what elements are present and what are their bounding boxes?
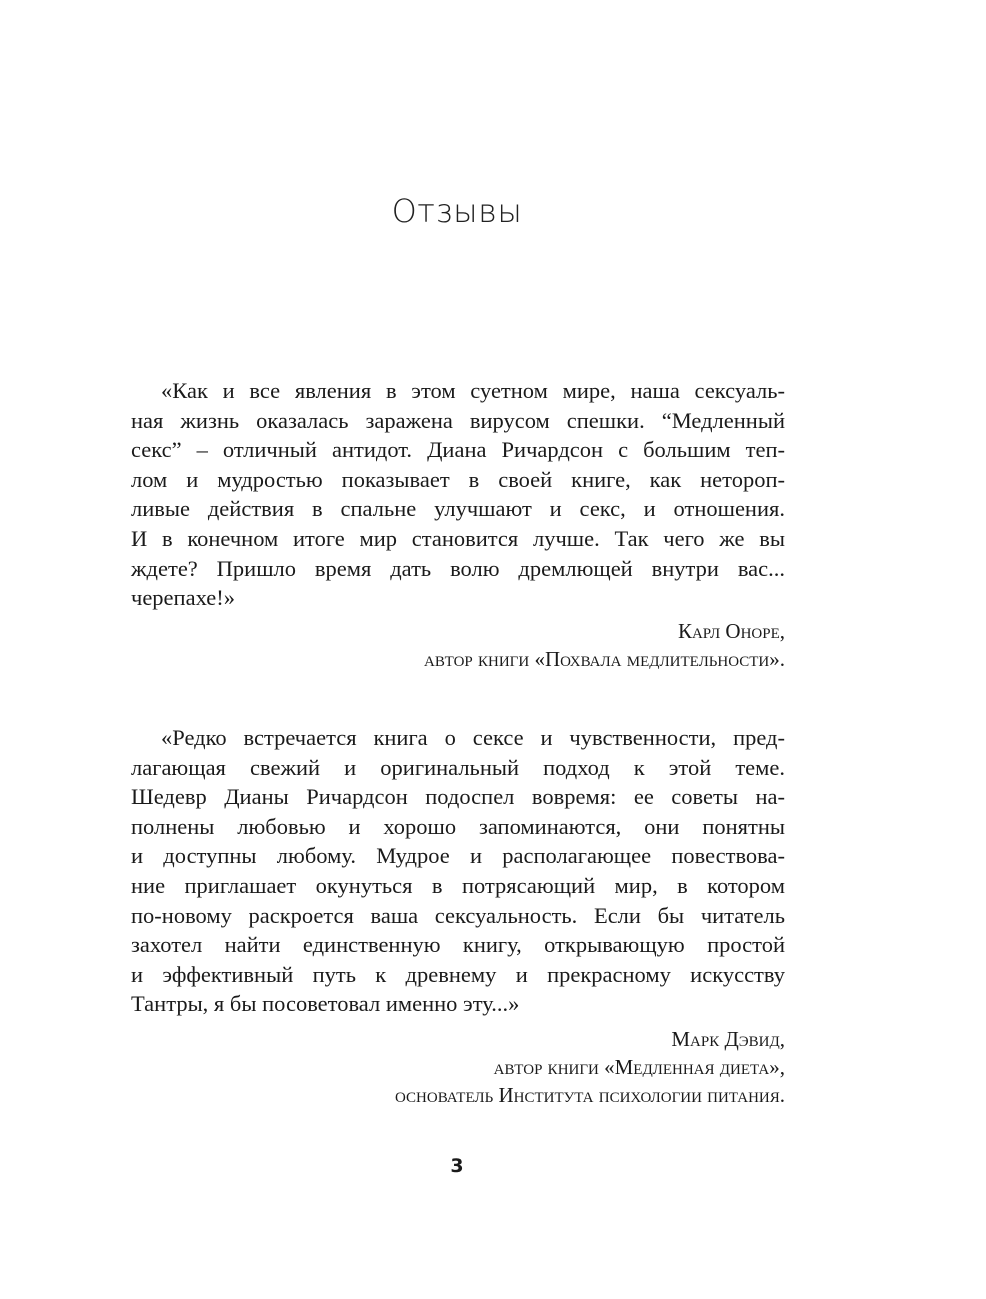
quote-line: И в конечном итоге мир становится лучше. Так чего же вы xyxy=(131,525,785,551)
quote-line: ние приглашает окунуться в потрясающий мир, в котором xyxy=(131,872,785,898)
quote-line: лагающая свежий и оригинальный подход к этой теме. xyxy=(131,754,785,780)
quote-line: и доступны любому. Мудрое и располагающее повествова- xyxy=(131,843,785,869)
quote-line: Тантры, я бы посоветовал именно эту...» xyxy=(131,991,520,1017)
author-name: Карл Оноре, xyxy=(677,618,785,643)
quote-line: секс” – отличный антидот. Диана Ричардсон с большим теп- xyxy=(131,437,785,463)
review-1 xyxy=(131,376,785,673)
author-credit: автор книги «Медленная диета», xyxy=(493,1054,785,1079)
quote-line: и эффективный путь к древнему и прекрасному искусству xyxy=(131,961,785,987)
quote-line: полнены любовью и хорошо запоминаются, они понятны xyxy=(131,813,785,839)
quote-line: по-новому раскроется ваша сексуальность. Если бы читатель xyxy=(131,902,785,928)
author-name: Марк Дэвид, xyxy=(671,1026,785,1051)
quote-line: лом и мудростью показывает в своей книге, как нетороп- xyxy=(131,466,785,492)
quote-line: ливые действия в спальне улучшают и секс, и отношения. xyxy=(131,496,785,522)
quote-line: «Как и все явления в этом суетном мире, наша сексуаль- xyxy=(161,378,785,403)
quote-line: ждете? Пришло время дать волю дремлющей внутри вас... xyxy=(131,555,785,581)
author-credit: автор книги «Похвала медлительности». xyxy=(423,646,785,671)
quote-line: «Редко встречается книга о сексе и чувственности, пред- xyxy=(161,725,785,750)
quote-line: захотел найти единственную книгу, открывающую простой xyxy=(131,932,785,958)
page-title: Отзывы xyxy=(391,192,523,230)
page-number: 3 xyxy=(450,1155,464,1177)
quote-line: ная жизнь оказалась заражена вирусом спешки. “Медленный xyxy=(131,407,785,433)
quote-line: Шедевр Дианы Ричардсон подоспел вовремя: ее советы на- xyxy=(131,784,785,810)
review-2 xyxy=(131,723,785,1109)
quote-line: черепахе!» xyxy=(131,585,235,611)
author-credit: основатель Института психологии питания. xyxy=(395,1082,785,1107)
